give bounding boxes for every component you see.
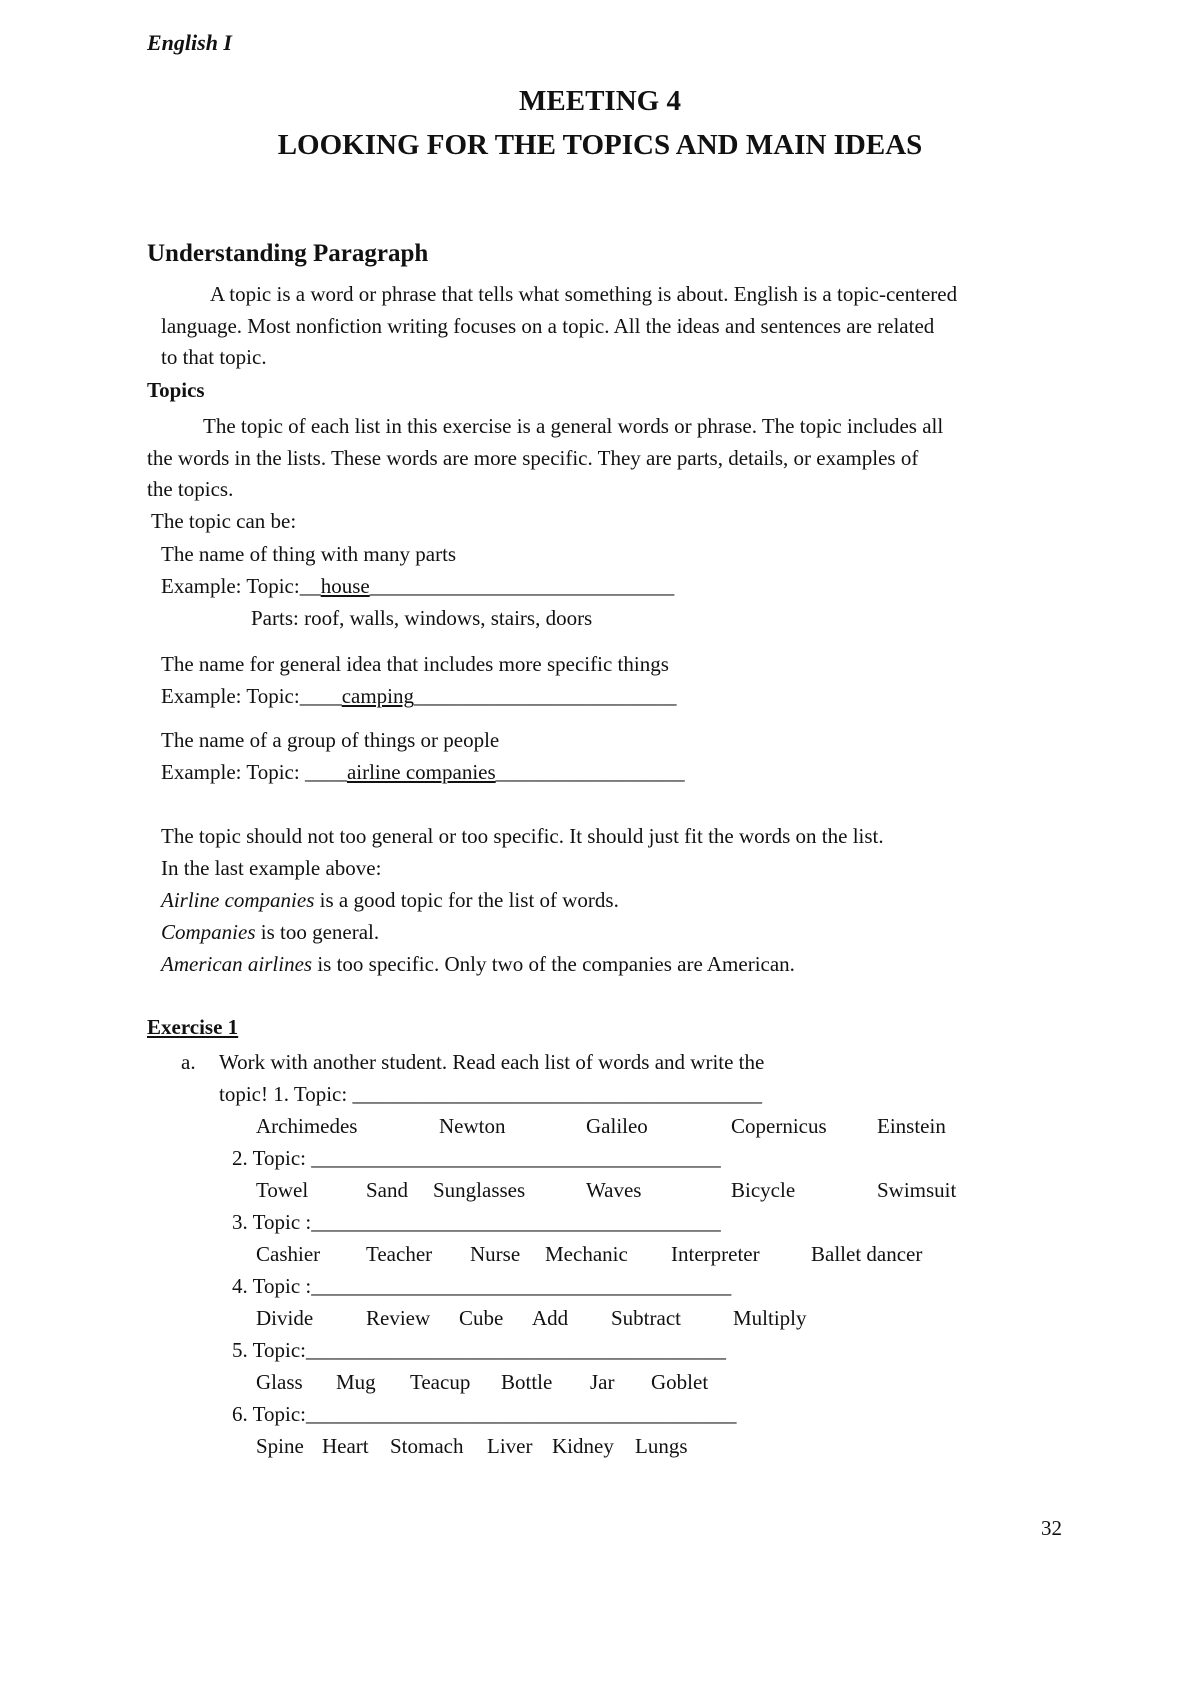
list-word: Newton (439, 1114, 506, 1138)
list-word: Towel (256, 1178, 309, 1202)
exercise-topic-line: 5. Topic:________________________________________ (232, 1338, 726, 1362)
list-word: Bottle (501, 1370, 553, 1394)
list-word: Galileo (586, 1114, 648, 1138)
list-word: Teacup (410, 1370, 471, 1394)
list-word: Heart (322, 1434, 369, 1458)
note-line: In the last example above: (161, 856, 382, 880)
exercise-instruction: Work with another student. Read each list of words and write the (219, 1050, 765, 1074)
word-list (0, 1241, 1200, 1267)
list-word: Jar (590, 1370, 615, 1394)
list-word: Kidney (552, 1434, 614, 1458)
list-word: Sand (366, 1178, 408, 1202)
note-text: is too specific. Only two of the companies are American. (312, 952, 795, 976)
exercise-topic-line: 6. Topic:_________________________________________ (232, 1402, 737, 1426)
example-answer: airline companies (346, 760, 496, 784)
exercise-topic-line: 2. Topic: _______________________________________ (232, 1146, 721, 1170)
list-word: Cube (459, 1306, 504, 1330)
list-word: Ballet dancer (811, 1242, 923, 1266)
note-line: The topic should not too general or too specific. It should just fit the words on the list. (161, 824, 884, 848)
list-word: Review (366, 1306, 431, 1330)
list-word: Einstein (877, 1114, 946, 1138)
list-word: Interpreter (671, 1242, 760, 1266)
example-blank: _____________________________ (369, 574, 675, 598)
list-word: Lungs (635, 1434, 688, 1458)
example-line (161, 683, 677, 709)
list-word: Archimedes (256, 1114, 358, 1138)
paragraph-line: language. Most nonfiction writing focuses on a topic. All the ideas and sentences are related (161, 314, 935, 338)
list-word: Divide (256, 1306, 314, 1330)
list-word: Mechanic (545, 1242, 628, 1266)
list-word: Stomach (390, 1434, 464, 1458)
exercise-topic-line: 3. Topic :_______________________________________ (232, 1210, 721, 1234)
list-word: Glass (256, 1370, 303, 1394)
list-word: Multiply (733, 1306, 807, 1330)
list-word: Swimsuit (877, 1178, 957, 1202)
note-line (161, 951, 795, 977)
section-heading-understanding: Understanding Paragraph (147, 240, 429, 267)
page-number: 32 (1041, 1516, 1062, 1540)
word-list (0, 1369, 1200, 1395)
example-line (161, 573, 674, 599)
list-word: Nurse (470, 1242, 521, 1266)
example-parts: Parts: roof, walls, windows, stairs, doors (251, 606, 593, 630)
note-line (161, 919, 379, 945)
list-word: Bicycle (731, 1178, 796, 1202)
example-prefix: Example: Topic:__ (161, 574, 321, 598)
word-list (0, 1305, 1200, 1331)
note-text: is a good topic for the list of words. (314, 888, 619, 912)
list-word: Goblet (651, 1370, 709, 1394)
page-subtitle: LOOKING FOR THE TOPICS AND MAIN IDEAS (277, 129, 923, 161)
note-line (161, 887, 619, 913)
list-word: Spine (256, 1434, 304, 1458)
list-word: Copernicus (731, 1114, 827, 1138)
list-word: Teacher (366, 1242, 433, 1266)
list-word: Cashier (256, 1242, 321, 1266)
list-word: Mug (336, 1370, 376, 1394)
exercise-item-label: a. (181, 1050, 196, 1074)
note-text: is too general. (255, 920, 380, 944)
list-word: Add (532, 1306, 569, 1330)
running-header: English I (147, 30, 232, 55)
note-term: Companies (161, 920, 256, 944)
exercise-topic-line: 4. Topic :________________________________________ (232, 1274, 732, 1298)
paragraph-line: A topic is a word or phrase that tells what something is about. English is a topic-centered (210, 282, 958, 306)
section-heading-topics: Topics (147, 378, 205, 402)
example-answer: camping (341, 684, 415, 708)
paragraph-line: the words in the lists. These words are more specific. They are parts, details, or examples of (147, 446, 919, 470)
word-list (0, 1113, 1200, 1139)
example-blank: _________________________ (414, 684, 677, 708)
paragraph-line: to that topic. (161, 345, 267, 369)
example-description: The name of a group of things or people (161, 728, 500, 752)
example-prefix: Example: Topic: ____ (161, 760, 347, 784)
example-prefix: Example: Topic:____ (161, 684, 342, 708)
paragraph-line: the topics. (147, 477, 234, 501)
paragraph-line: The topic can be: (151, 509, 297, 533)
exercise-topic-line: topic! 1. Topic: _______________________________________ (219, 1082, 762, 1106)
paragraph-line: The topic of each list in this exercise is a general words or phrase. The topic includes all (203, 414, 944, 438)
page-title: MEETING 4 (519, 85, 681, 117)
example-line (161, 759, 685, 785)
word-list (0, 1433, 1200, 1459)
example-description: The name of thing with many parts (161, 542, 457, 566)
exercise-heading: Exercise 1 (147, 1015, 239, 1039)
example-blank: __________________ (495, 760, 685, 784)
note-term: Airline companies (161, 888, 315, 912)
list-word: Waves (586, 1178, 642, 1202)
list-word: Liver (487, 1434, 533, 1458)
list-word: Subtract (611, 1306, 681, 1330)
word-list (0, 1177, 1200, 1203)
example-description: The name for general idea that includes more specific things (161, 652, 669, 676)
list-word: Sunglasses (433, 1178, 526, 1202)
note-term: American airlines (161, 952, 313, 976)
example-answer: house (320, 574, 370, 598)
